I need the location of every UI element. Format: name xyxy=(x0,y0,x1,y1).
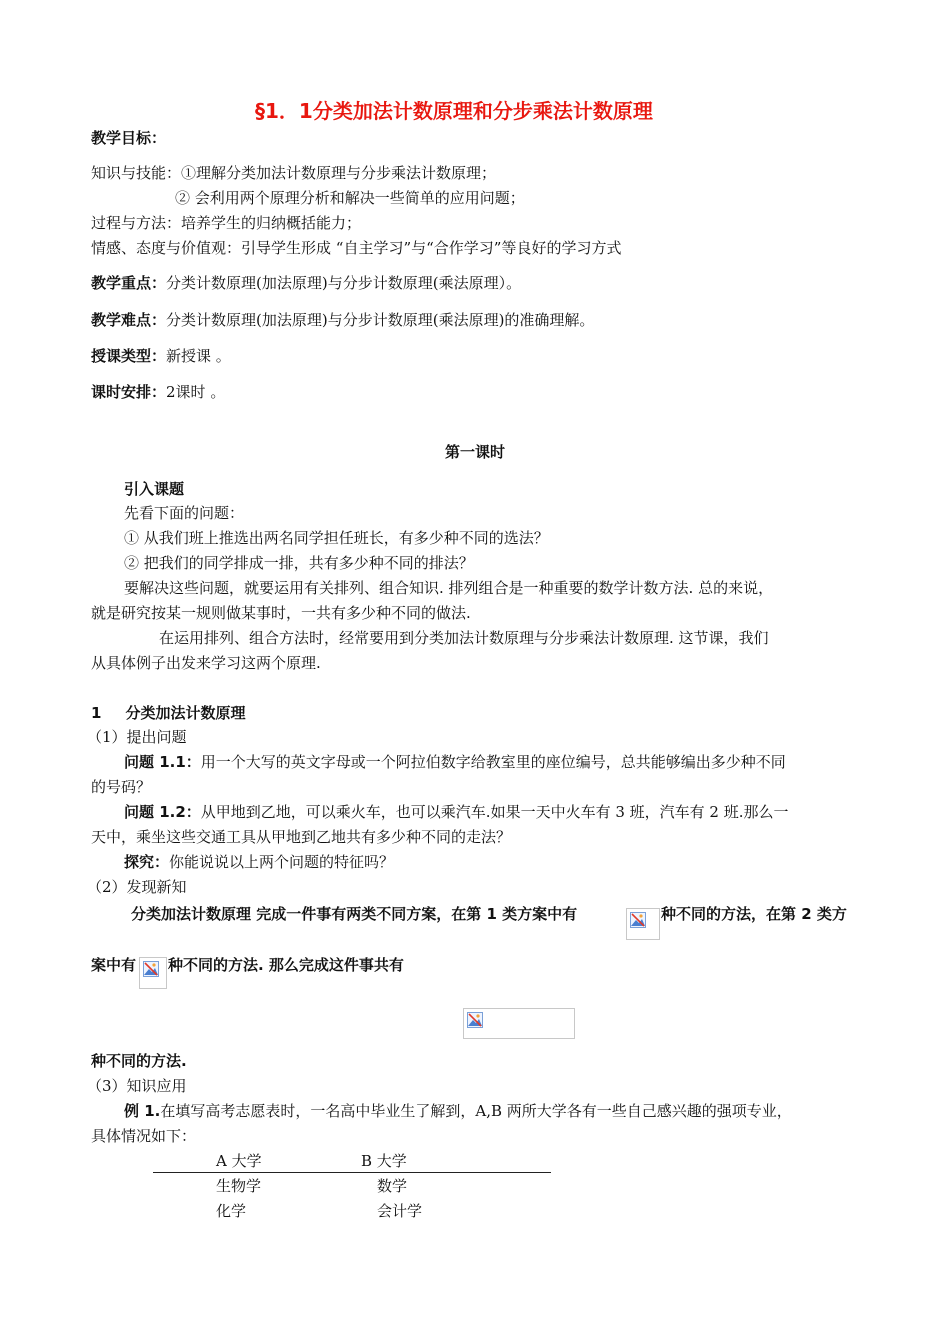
first-lesson-heading: 第一课时 xyxy=(445,443,506,461)
example-text: 在填写高考志愿表时，一名高中毕业生了解到，A,B 两所大学各有一些自己感兴趣的强项专业， xyxy=(160,1102,792,1120)
rule-line2-a: 案中有 xyxy=(91,956,137,974)
intro-heading: 引入课题 xyxy=(124,480,185,498)
intro-q1: ① 从我们班上推选出两名同学担任班长，有多少种不同的选法？ xyxy=(124,529,549,547)
intro-q2: ② 把我们的同学排成一排，共有多少种不同的排法？ xyxy=(124,554,474,572)
schedule-text: 2课时 。 xyxy=(166,383,226,401)
lesson-type xyxy=(91,346,231,366)
section1-heading xyxy=(91,703,245,723)
page-title: §1．1分类加法计数原理和分步乘法计数原理 xyxy=(255,99,653,123)
q2-text: 从甲地到乙地，可以乘火车，也可以乘汽车.如果一天中火车有 3 班，汽车有 2 班.那么一 xyxy=(200,803,789,821)
rule-line1-b: 种不同的方法，在第 2 类方 xyxy=(661,905,847,923)
lesson-type-text: 新授课 。 xyxy=(166,347,231,365)
sub-discover: （2）发现新知 xyxy=(87,878,187,896)
formula-image-m2 xyxy=(139,957,167,989)
sub-apply: （3）知识应用 xyxy=(87,1077,187,1095)
lesson-type-label: 授课类型： xyxy=(91,347,167,365)
table-cell: 生物学 xyxy=(216,1177,262,1195)
intro-p5-line1: 在运用排列、组合方法时，经常要用到分类加法计数原理与分步乘法计数原理. 这节课，我们 xyxy=(159,629,769,647)
schedule-label: 课时安排： xyxy=(91,383,167,401)
explore xyxy=(124,852,394,872)
table-header-a: A 大学 xyxy=(216,1152,262,1170)
teaching-difficulty xyxy=(91,310,594,330)
rule-line3: 种不同的方法. xyxy=(91,1052,187,1070)
broken-image-icon xyxy=(143,961,159,977)
example-1 xyxy=(124,1101,792,1121)
broken-image-icon xyxy=(630,912,646,928)
explore-label: 探究： xyxy=(124,853,170,871)
intro-p5-line2: 从具体例子出发来学习这两个原理. xyxy=(91,654,321,672)
table-cell: 数学 xyxy=(377,1177,408,1195)
broken-image-icon xyxy=(467,1012,483,1028)
formula-image-sum xyxy=(463,1008,575,1039)
table-cell: 会计学 xyxy=(377,1202,423,1220)
question-1-2-cont: 天中，乘坐这些交通工具从甲地到乙地共有多少种不同的走法？ xyxy=(91,828,512,846)
section1-number: 1 xyxy=(91,704,102,722)
sub-raise-questions: （1）提出问题 xyxy=(87,728,187,746)
objective-knowledge: 知识与技能：①理解分类加法计数原理与分步乘法计数原理； xyxy=(91,164,497,182)
q2-label: 问题 1.2： xyxy=(124,803,201,821)
table-header-b: B 大学 xyxy=(361,1152,407,1170)
focus-label: 教学重点： xyxy=(91,274,167,292)
difficulty-text: 分类计数原理(加法原理)与分步计数原理(乘法原理)的准确理解。 xyxy=(166,311,595,329)
intro-p4-line2: 就是研究按某一规则做某事时，一共有多少种不同的做法. xyxy=(91,604,471,622)
rule-line1-a: 分类加法计数原理 完成一件事有两类不同方案，在第 1 类方案中有 xyxy=(131,905,578,923)
example-1-cont: 具体情况如下： xyxy=(91,1127,197,1145)
intro-p4-line1: 要解决这些问题，就要运用有关排列、组合知识. 排列组合是一种重要的数学计数方法. 总的来说， xyxy=(124,579,774,597)
q1-text: 用一个大写的英文字母或一个阿拉伯数字给教室里的座位编号，总共能够编出多少种不同 xyxy=(200,753,786,771)
question-1-2 xyxy=(124,802,789,822)
rule-line2-b: 种不同的方法. 那么完成这件事共有 xyxy=(168,956,404,974)
objective-process: 过程与方法：培养学生的归纳概括能力； xyxy=(91,214,362,232)
table-header-rule xyxy=(153,1172,551,1173)
question-1-1 xyxy=(124,752,786,772)
focus-text: 分类计数原理(加法原理)与分步计数原理(乘法原理）。 xyxy=(166,274,522,292)
intro-p1: 先看下面的问题： xyxy=(124,504,245,522)
explore-text: 你能说说以上两个问题的特征吗？ xyxy=(169,853,395,871)
example-label: 例 1. xyxy=(124,1102,161,1120)
objectives-heading: 教学目标： xyxy=(91,129,167,147)
section1-title: 分类加法计数原理 xyxy=(125,704,246,722)
difficulty-label: 教学难点： xyxy=(91,311,167,329)
formula-image-m1 xyxy=(626,908,660,940)
question-1-1-cont: 的号码？ xyxy=(91,778,152,796)
objective-attitude: 情感、态度与价值观：引导学生形成 “自主学习”与“合作学习”等良好的学习方式 xyxy=(91,239,622,257)
objective-knowledge-2: ② 会利用两个原理分析和解决一些简单的应用问题； xyxy=(175,189,525,207)
table-cell: 化学 xyxy=(216,1202,247,1220)
schedule xyxy=(91,382,225,402)
teaching-focus xyxy=(91,273,521,293)
q1-label: 问题 1.1： xyxy=(124,753,201,771)
